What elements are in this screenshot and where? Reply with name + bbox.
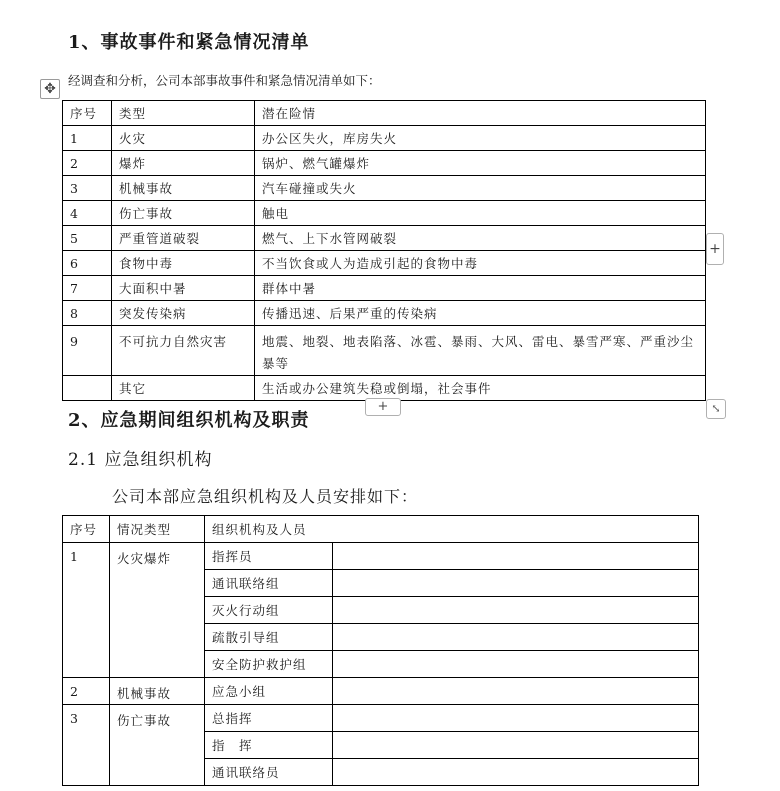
row-number-cell: 1 xyxy=(63,126,112,151)
header-cell: 潜在险情 xyxy=(255,101,706,126)
row-number-cell: 2 xyxy=(63,151,112,176)
section-2-heading: 2、应急期间组织机构及职责 xyxy=(68,410,310,431)
header-cell: 序号 xyxy=(63,516,110,543)
incident-list-table xyxy=(62,100,706,401)
header-cell: 情况类型 xyxy=(110,516,205,543)
role-cell: 通讯联络组 xyxy=(205,570,333,597)
type-cell: 不可抗力自然灾害 xyxy=(112,326,255,376)
table-header-row xyxy=(63,101,706,126)
type-cell: 爆炸 xyxy=(112,151,255,176)
role-cell: 应急小组 xyxy=(205,678,333,705)
hazard-cell: 群体中暑 xyxy=(255,276,706,301)
personnel-cell xyxy=(333,543,699,570)
role-cell: 灭火行动组 xyxy=(205,597,333,624)
personnel-cell xyxy=(333,570,699,597)
hazard-cell: 地震、地裂、地表陷落、冰雹、暴雨、大风、雷电、暴雪严寒、严重沙尘暴等 xyxy=(255,326,706,376)
table-header-row xyxy=(63,516,699,543)
type-cell: 严重管道破裂 xyxy=(112,226,255,251)
header-cell: 类型 xyxy=(112,101,255,126)
table-row xyxy=(63,276,706,301)
role-cell: 安全防护救护组 xyxy=(205,651,333,678)
header-cell: 组织机构及人员 xyxy=(205,516,699,543)
situation-type-cell: 机械事故 xyxy=(110,678,205,705)
role-cell: 总指挥 xyxy=(205,705,333,732)
personnel-cell xyxy=(333,651,699,678)
row-number-cell: 3 xyxy=(63,705,110,786)
section-1-intro: 经调查和分析，公司本部事故事件和紧急情况清单如下： xyxy=(68,73,381,88)
emergency-organization-table xyxy=(62,515,699,786)
table-row xyxy=(63,301,706,326)
table-row xyxy=(63,226,706,251)
hazard-cell: 触电 xyxy=(255,201,706,226)
table-row xyxy=(63,678,699,705)
hazard-cell: 生活或办公建筑失稳或倒塌，社会事件 xyxy=(255,376,706,401)
role-cell: 指挥员 xyxy=(205,543,333,570)
plus-icon: + xyxy=(377,399,389,414)
type-cell: 火灾 xyxy=(112,126,255,151)
hazard-cell: 燃气、上下水管网破裂 xyxy=(255,226,706,251)
table-row xyxy=(63,543,699,570)
section-2-1-heading: 2.1 应急组织机构 xyxy=(68,450,213,470)
row-number-cell: 5 xyxy=(63,226,112,251)
row-number-cell: 7 xyxy=(63,276,112,301)
hazard-cell: 传播迅速、后果严重的传染病 xyxy=(255,301,706,326)
table-resize-icon[interactable]: ⤡ xyxy=(706,399,726,419)
hazard-cell: 锅炉、燃气罐爆炸 xyxy=(255,151,706,176)
hazard-cell: 办公区失火，库房失火 xyxy=(255,126,706,151)
table-row xyxy=(63,326,706,376)
header-cell: 序号 xyxy=(63,101,112,126)
add-column-button[interactable] xyxy=(706,233,724,265)
situation-type-cell: 伤亡事故 xyxy=(110,705,205,786)
row-number-cell xyxy=(63,376,112,401)
table-row xyxy=(63,126,706,151)
situation-type-cell: 火灾爆炸 xyxy=(110,543,205,678)
type-cell: 大面积中暑 xyxy=(112,276,255,301)
role-cell: 通讯联络员 xyxy=(205,759,333,786)
table-row xyxy=(63,151,706,176)
personnel-cell xyxy=(333,597,699,624)
table-row xyxy=(63,376,706,401)
section-2-1-paragraph: 公司本部应急组织机构及人员安排如下： xyxy=(112,487,419,506)
personnel-cell xyxy=(333,759,699,786)
role-cell: 疏散引导组 xyxy=(205,624,333,651)
table-row xyxy=(63,176,706,201)
row-number-cell: 2 xyxy=(63,678,110,705)
section-1-heading: 1、事故事件和紧急情况清单 xyxy=(68,32,310,53)
type-cell: 机械事故 xyxy=(112,176,255,201)
personnel-cell xyxy=(333,732,699,759)
type-cell: 突发传染病 xyxy=(112,301,255,326)
row-number-cell: 4 xyxy=(63,201,112,226)
table-row xyxy=(63,201,706,226)
table-row xyxy=(63,705,699,732)
type-cell: 伤亡事故 xyxy=(112,201,255,226)
row-number-cell: 1 xyxy=(63,543,110,678)
type-cell: 其它 xyxy=(112,376,255,401)
row-number-cell: 3 xyxy=(63,176,112,201)
personnel-cell xyxy=(333,705,699,732)
type-cell: 食物中毒 xyxy=(112,251,255,276)
role-cell: 指 挥 xyxy=(205,732,333,759)
personnel-cell xyxy=(333,624,699,651)
plus-icon: + xyxy=(709,241,721,257)
table-row xyxy=(63,251,706,276)
hazard-cell: 不当饮食或人为造成引起的食物中毒 xyxy=(255,251,706,276)
add-row-button[interactable] xyxy=(365,398,401,416)
hazard-cell: 汽车碰撞或失火 xyxy=(255,176,706,201)
row-number-cell: 6 xyxy=(63,251,112,276)
personnel-cell xyxy=(333,678,699,705)
table-move-icon[interactable]: ✥ xyxy=(40,79,60,99)
row-number-cell: 9 xyxy=(63,326,112,376)
row-number-cell: 8 xyxy=(63,301,112,326)
